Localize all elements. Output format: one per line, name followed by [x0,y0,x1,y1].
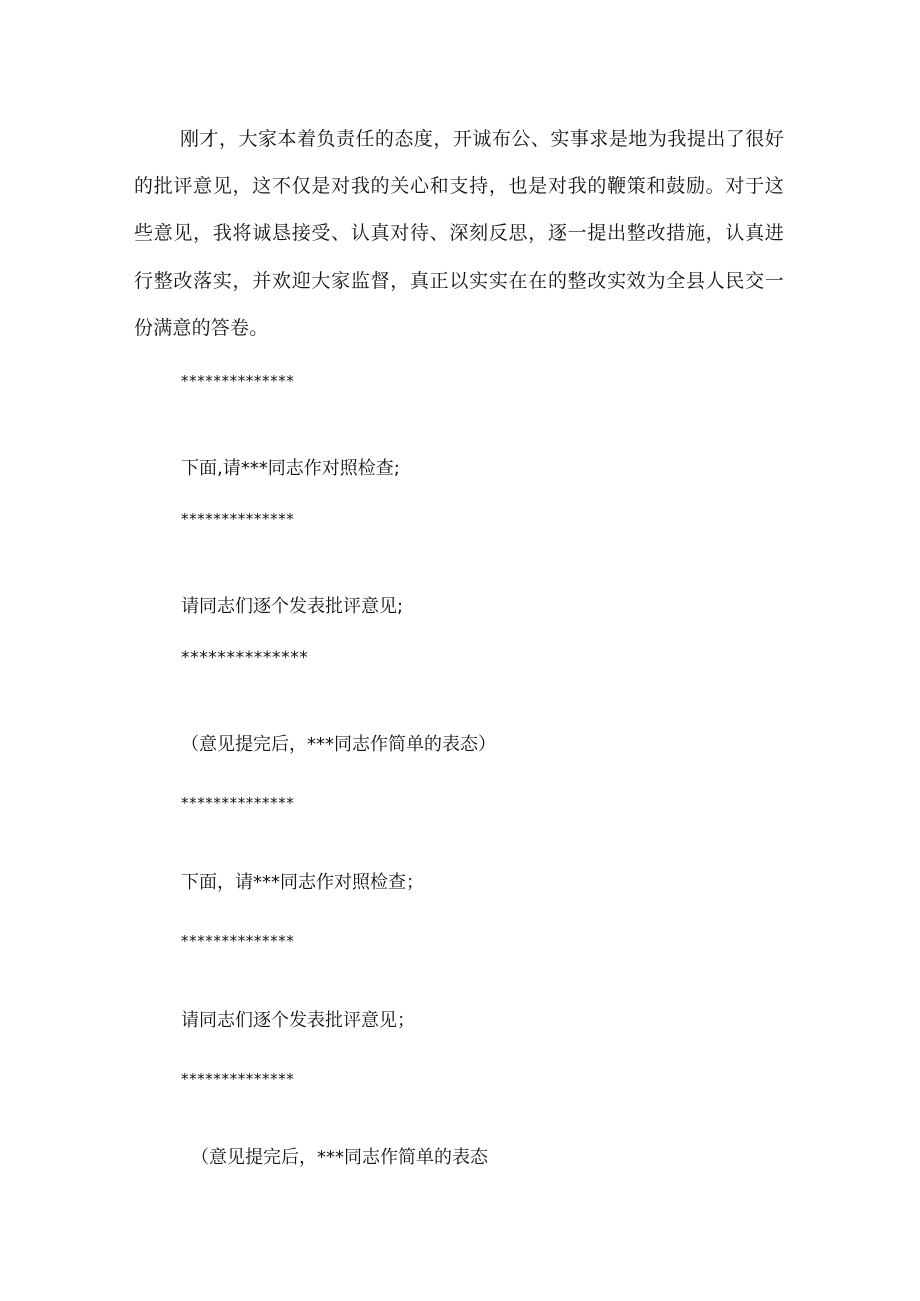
separator-stars: ************** [181,510,295,528]
text-line: （意见提完后，***同志作简单的表态 [191,1147,488,1168]
separator-stars: ************** [181,794,295,812]
separator-stars: ************** [181,1070,295,1088]
body-paragraph: 刚才，大家本着负责任的态度，开诚布公、实事求是地为我提出了很好的批评意见，这不仅是对我的关心和支持，也是对我的鞭策和鼓励。对于这些意见，我将诚恳接受、认真对待、深刻反思，逐一提出整改措施，认真进行整改落实，并欢迎大家监督，真正以实实在在的整改实效为全县人民交一份满意的答卷。 [134,128,784,339]
text-line: （意见提完后，***同志作简单的表态） [181,734,496,755]
separator-stars: ************** [181,932,295,950]
text-line: 下面,请***同志作对照检查; [181,458,400,479]
text-line: 下面，请***同志作对照检查； [181,872,424,893]
text-line: 请同志们逐个发表批评意见； [181,1010,415,1031]
text-line: 请同志们逐个发表批评意见; [181,596,404,617]
separator-stars: ************** [181,372,295,390]
separator-stars: ************** [181,648,309,668]
